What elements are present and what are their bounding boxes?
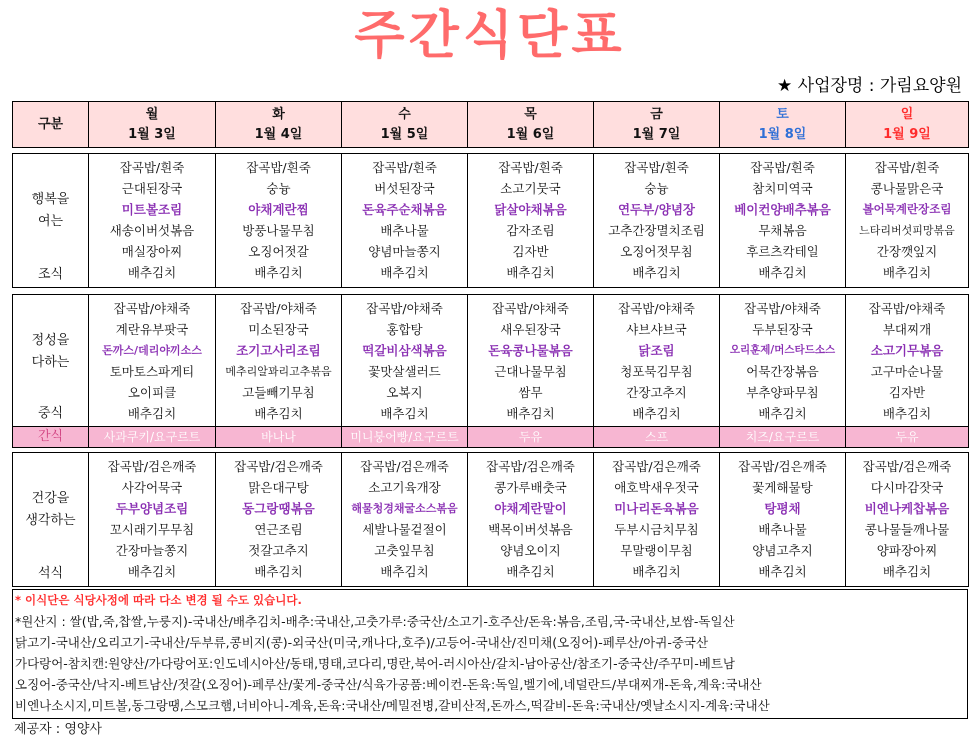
lunch-wed: 잡곡밥/야채죽 홍합탕 떡갈비삼색볶음 꽃맛살샐러드 오복지 배추김치 xyxy=(342,295,468,427)
snack-fri: 스프 xyxy=(594,427,720,448)
origin-notes xyxy=(12,589,968,719)
header-table xyxy=(12,101,969,148)
lunch-thu: 잡곡밥/야채죽 새우된장국 돈육콩나물볶음 근대나물무침 쌈무 배추김치 xyxy=(468,295,594,427)
origin-line: 가다랑어-참치캔:원양산/가다랑어포:인도네시아산/동태,명태,코다리,명란,북어-러시아산/갈치-남아공산/참조기-중국산/주꾸미-베트남 xyxy=(15,656,735,671)
lunch-fri: 잡곡밥/야채죽 샤브샤브국 닭조림 청포묵김무침 간장고추지 배추김치 xyxy=(594,295,720,427)
snack-thu: 두유 xyxy=(468,427,594,448)
origin-line: *원산지 : 쌀(밥,죽,찹쌀,누룽지)-국내산/배추김치-배추:국내산,고춧가루:중국산/소고기-호주산/돈육:볶음,조림,국-국내산,보쌈-독일산 xyxy=(15,614,735,629)
dinner-mon: 잡곡밥/검은깨죽 사각어묵국 두부양념조림 꼬시래기무무침 간장마늘쫑지 배추김치 xyxy=(89,453,216,587)
lunch-label: 정성을 다하는 중식 xyxy=(13,295,89,427)
breakfast-fri: 잡곡밥/흰죽 숭늉 연두부/양념장 고추간장멸치조림 오징어젓무침 배추김치 xyxy=(594,154,720,288)
dinner-table xyxy=(12,452,969,587)
header-day-fri: 금 1월 7일 xyxy=(594,102,720,148)
breakfast-wed: 잡곡밥/흰죽 버섯된장국 돈육주순채볶음 배추나물 양념마늘쫑지 배추김치 xyxy=(342,154,468,288)
origin-line: 닭고기-국내산/오리고기-국내산/두부류,콩비지(콩)-외국산(미국,캐나다,호주)/고등어-국내산/진미채(오징어)-페루산/아귀-중국산 xyxy=(15,635,709,650)
breakfast-sun: 잡곡밥/흰죽 콩나물맑은국 볼어묵계란장조림 느타리버섯피망볶음 간장깻잎지 배추김치 xyxy=(846,154,969,288)
header-day-tue: 화 1월 4일 xyxy=(216,102,342,148)
dinner-sat: 잡곡밥/검은깨죽 꽃게해물탕 탕평채 배추나물 양념고추지 배추김치 xyxy=(720,453,846,587)
header-day-sun: 일 1월 9일 xyxy=(846,102,969,148)
facility-name: ★ 사업장명 : 가림요양원 xyxy=(777,76,962,96)
snack-wed: 미니붕어빵/요구르트 xyxy=(342,427,468,448)
breakfast-label: 행복을 여는 조식 xyxy=(13,154,89,288)
header-day-thu: 목 1월 6일 xyxy=(468,102,594,148)
breakfast-sat: 잡곡밥/흰죽 참치미역국 베이컨양배추볶음 무채볶음 후르츠칵테일 배추김치 xyxy=(720,154,846,288)
breakfast-thu: 잡곡밥/흰죽 소고기뭇국 닭살야채볶음 감자조림 김자반 배추김치 xyxy=(468,154,594,288)
snack-sat: 치즈/요구르트 xyxy=(720,427,846,448)
lunch-tue: 잡곡밥/야채죽 미소된장국 조기고사리조림 메추리알꽈리고추볶음 고들빼기무침 배추김치 xyxy=(216,295,342,427)
breakfast-mon: 잡곡밥/흰죽 근대된장국 미트볼조림 새송이버섯볶음 매실장아찌 배추김치 xyxy=(89,154,216,288)
dinner-sun: 잡곡밥/검은깨죽 다시마감잣국 비엔나케찹볶음 콩나물들깨나물 양파장아찌 배추김치 xyxy=(846,453,969,587)
snack-sun: 두유 xyxy=(846,427,969,448)
dinner-wed: 잡곡밥/검은깨죽 소고기육개장 해물청경채굴소스볶음 세발나물겉절이 고춧잎무침 배추김치 xyxy=(342,453,468,587)
origin-line: 오징어-중국산/낙지-베트남산/젓갈(오징어)-페루산/꽃게-중국산/식육가공품:베이컨-돈육:독일,벨기에,네덜란드/부대찌개-돈육,계육:국내산 xyxy=(15,677,762,692)
lunch-sat: 잡곡밥/야채죽 두부된장국 오리훈제/머스타드소스 어묵간장볶음 부추양파무침 배추김치 xyxy=(720,295,846,427)
lunch-table xyxy=(12,294,969,448)
lunch-mon: 잡곡밥/야채죽 계란유부팟국 돈까스/데리야끼소스 토마토스파게티 오이피클 배추김치 xyxy=(89,295,216,427)
breakfast-table xyxy=(12,153,969,288)
header-day-sat: 토 1월 8일 xyxy=(720,102,846,148)
dinner-thu: 잡곡밥/검은깨죽 콩가루배춧국 야채계란말이 백목이버섯볶음 양념오이지 배추김치 xyxy=(468,453,594,587)
lunch-sun: 잡곡밥/야채죽 부대찌개 소고기무볶음 고구마순나물 김자반 배추김치 xyxy=(846,295,969,427)
header-day-mon: 월 1월 3일 xyxy=(89,102,216,148)
dinner-label: 건강을 생각하는 석식 xyxy=(13,453,89,587)
origin-line: 비엔나소시지,미트볼,동그랑땡,스모크햄,너비아니-계육,돈육:국내산/메밀전병,갈비산적,돈까스,떡갈비-돈육:국내산/옛날소시지-계육:국내산 xyxy=(15,698,770,713)
snack-tue: 바나나 xyxy=(216,427,342,448)
breakfast-tue: 잡곡밥/흰죽 숭늉 야채계란찜 방풍나물무침 오징어젓갈 배추김치 xyxy=(216,154,342,288)
snack-label: 간식 xyxy=(13,427,89,448)
snack-mon: 사과쿠키/요구르트 xyxy=(89,427,216,448)
dinner-tue: 잡곡밥/검은깨죽 맑은대구탕 동그랑땡볶음 연근조림 젓갈고추지 배추김치 xyxy=(216,453,342,587)
page-title: 주간식단표 xyxy=(354,6,626,66)
change-warning: * 이식단은 식당사정에 따라 다소 변경 될 수도 있습니다. xyxy=(15,593,302,607)
header-day-wed: 수 1월 5일 xyxy=(342,102,468,148)
header-category: 구분 xyxy=(13,102,89,148)
provider: 제공자 : 영양사 xyxy=(14,722,102,737)
dinner-fri: 잡곡밥/검은깨죽 애호박새우젓국 미나리돈육볶음 두부시금치무침 무말랭이무침 배추김치 xyxy=(594,453,720,587)
